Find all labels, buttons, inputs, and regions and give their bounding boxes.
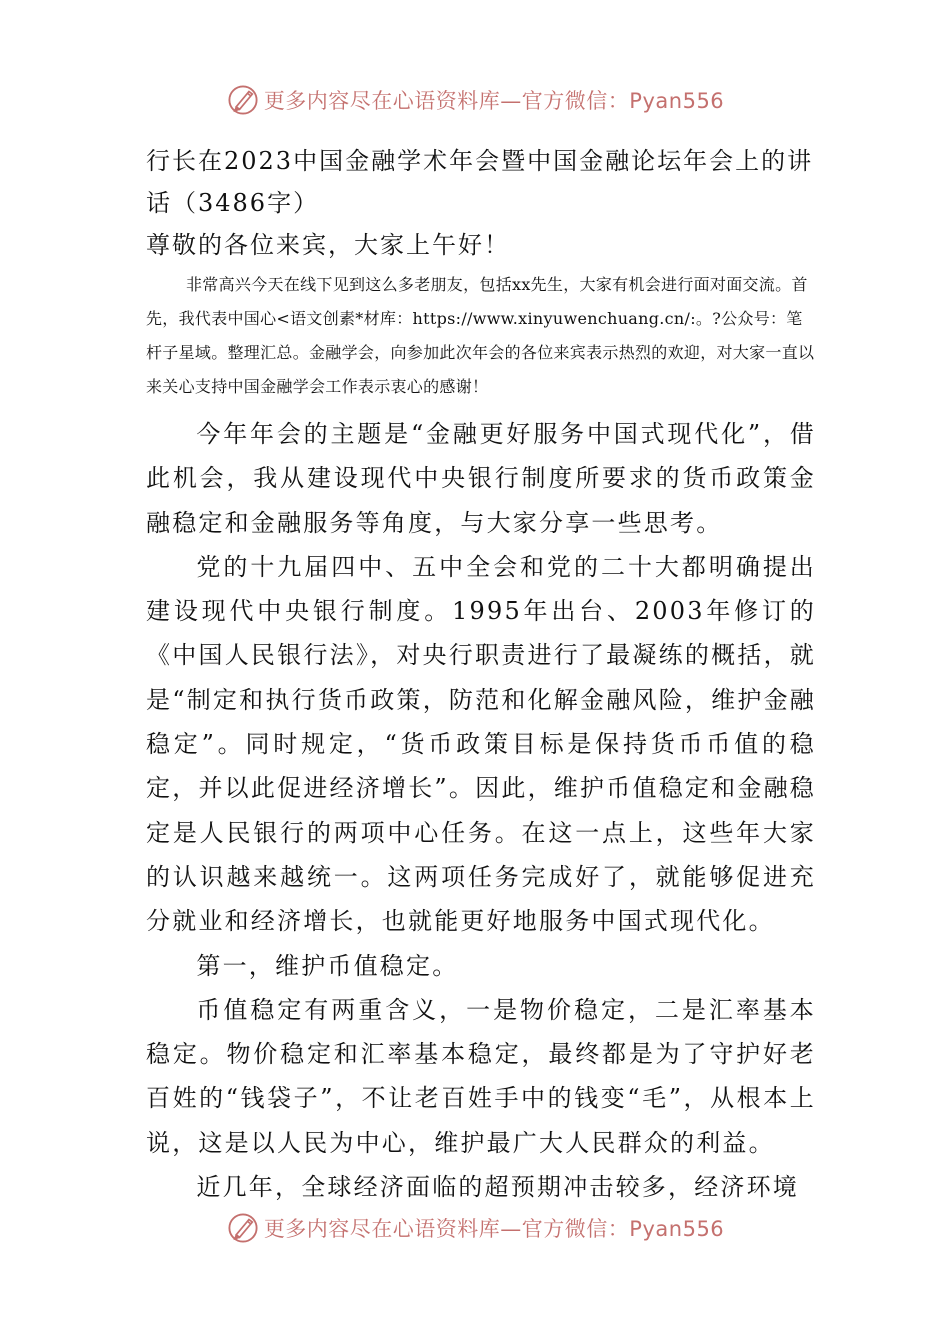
body-paragraph: 近几年，全球经济面临的超预期冲击较多，经济环境	[196, 1173, 799, 1202]
pen-logo-icon	[226, 1211, 260, 1245]
watermark-text: 更多内容尽在心语资料库—官方微信：Pyan556	[263, 89, 725, 113]
intro-paragraph: 非常高兴今天在线下见到这么多老朋友，包括xx先生，大家有机会进行面对面交流。首先，我代表中国心<语文创素*材库：https://www.xinyuwenchuang.cn/:。?公众号：笔杆子星域。整理汇总。金融学会，向参加此次年会的各位来宾表示热烈的欢迎，对大家一直以来关心支持中国金融学会工作表示衷心的感谢！	[146, 275, 815, 396]
body-paragraph: 币值稳定有两重含义，一是物价稳定，二是汇率基本稳定。物价稳定和汇率基本稳定，最终都是为了守护好老百姓的“钱袋子”，不让老百姓手中的钱变“毛”，从根本上说，这是以人民为中心，维护最广大人民群众的利益。	[146, 995, 816, 1157]
pen-logo-icon	[226, 83, 260, 117]
watermark-text: 更多内容尽在心语资料库—官方微信：Pyan556	[263, 1217, 725, 1241]
document-body	[146, 140, 816, 1209]
greeting: 尊敬的各位来宾，大家上午好！	[146, 231, 510, 259]
section-heading: 第一，维护币值稳定。	[196, 951, 459, 980]
body-paragraph: 今年年会的主题是“金融更好服务中国式现代化”，借此机会，我从建设现代中央银行制度所要求的货币政策金融稳定和金融服务等角度，与大家分享一些思考。	[146, 420, 816, 537]
footer-watermark-banner	[0, 1208, 950, 1248]
document-title: 行长在2023中国金融学术年会暨中国金融论坛年会上的讲话（3486字）	[146, 147, 814, 217]
header-watermark-banner	[0, 80, 950, 120]
body-paragraph: 党的十九届四中、五中全会和党的二十大都明确提出建设现代中央银行制度。1995年出台、2003年修订的《中国人民银行法》，对央行职责进行了最凝练的概括，就是“制定和执行货币政策，防范和化解金融风险，维护金融稳定”。同时规定，“货币政策目标是保持货币币值的稳定，并以此促进经济增长”。因此，维护币值稳定和金融稳定是人民银行的两项中心任务。在这一点上，这些年大家的认识越来越统一。这两项任务完成好了，就能够促进充分就业和经济增长，也就能更好地服务中国式现代化。	[146, 552, 816, 936]
